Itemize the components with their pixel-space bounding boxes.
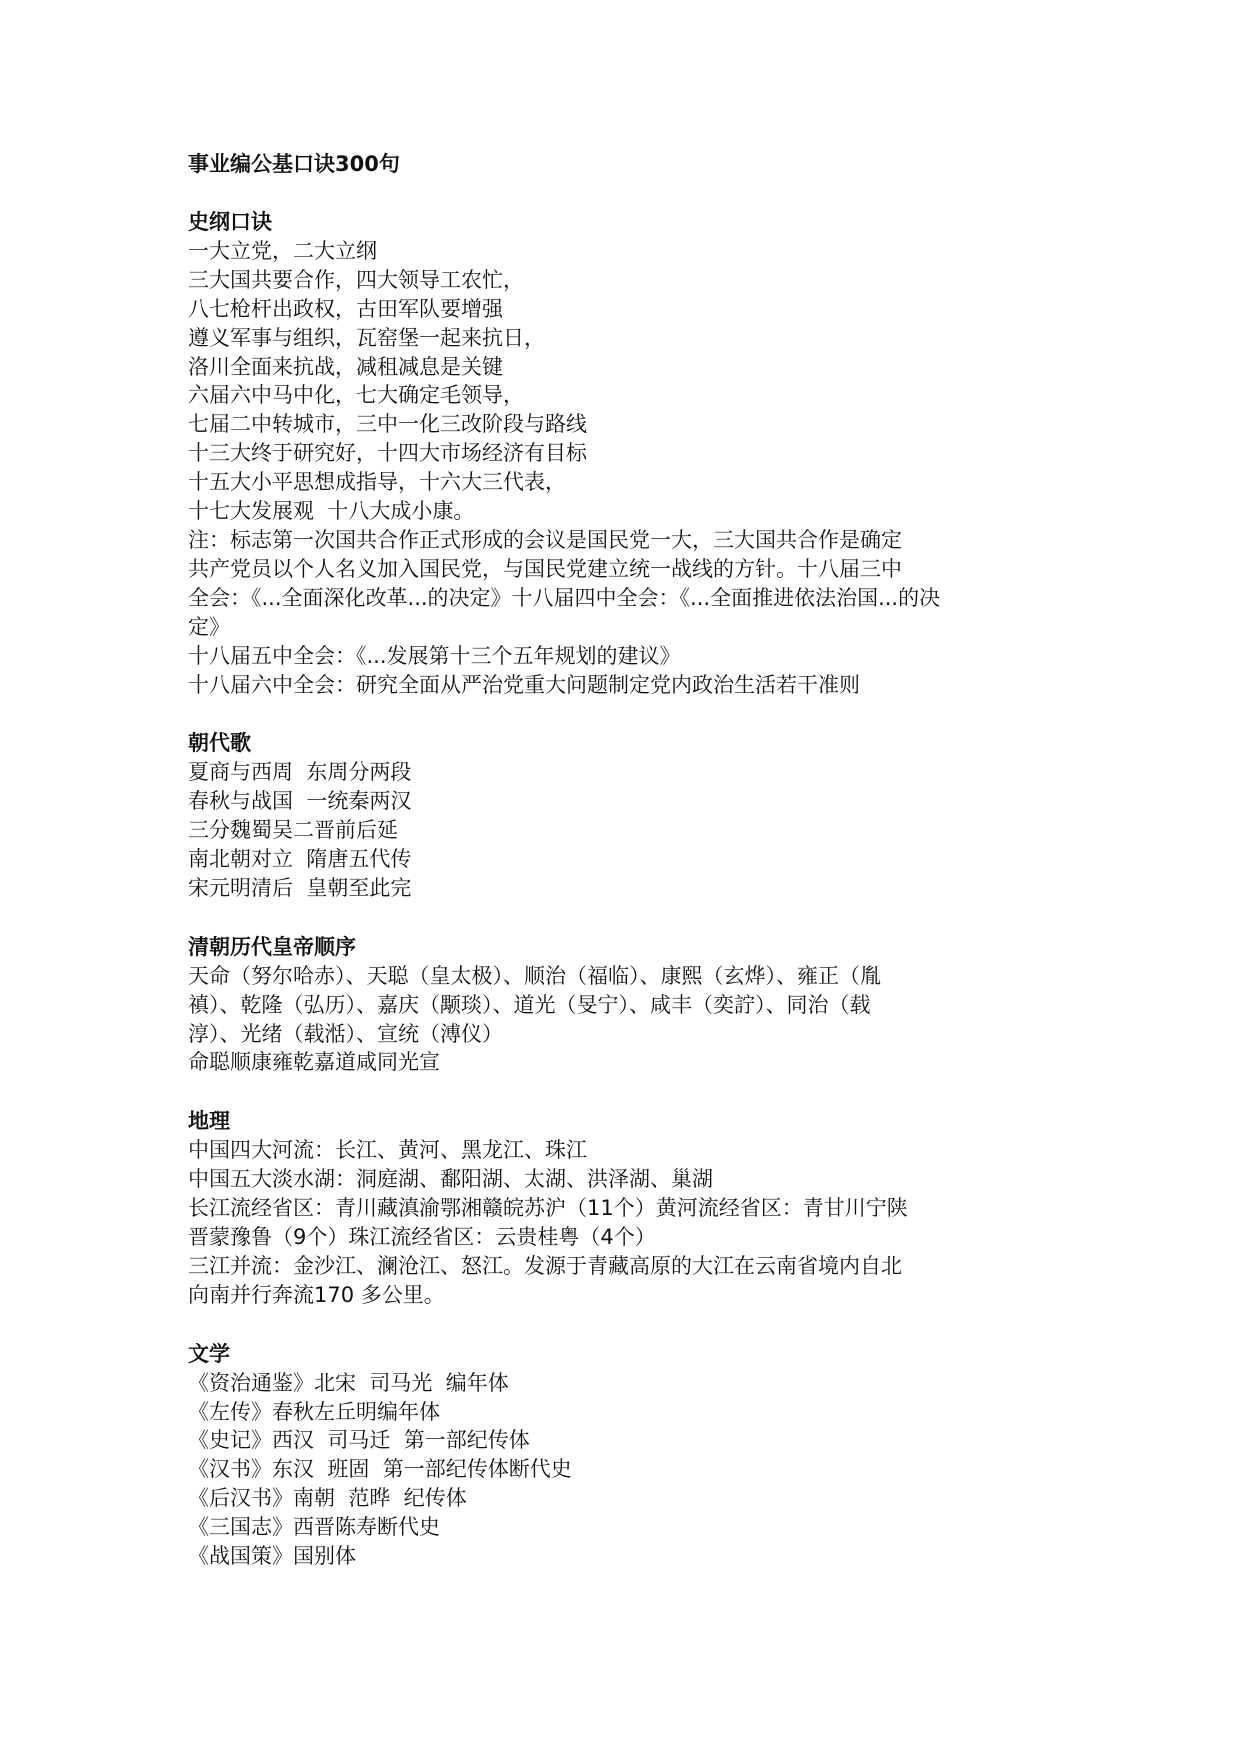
section: [188, 208, 1048, 699]
text-line: 中国五大淡水湖：洞庭湖、鄱阳湖、太湖、洪泽湖、巢湖: [188, 1167, 713, 1192]
text-line: 《左传》春秋左丘明编年体: [188, 1399, 440, 1424]
text-line: 命聪顺康雍乾嘉道咸同光宣: [188, 1050, 440, 1075]
text-line: 淳）、光绪（载湉）、宣统（溥仪）: [188, 1021, 503, 1046]
text-line: 《后汉书》南朝 范晔 纪传体: [188, 1486, 467, 1511]
text-line: 《史记》西汉 司马迁 第一部纪传体: [188, 1428, 530, 1453]
text-line: 天命（努尔哈赤）、天聪（皇太极）、顺治（福临）、康熙（玄烨）、雍正（胤: [188, 963, 881, 988]
text-line: 一大立党，二大立纲: [188, 238, 377, 263]
text-line: 《汉书》东汉 班固 第一部纪传体断代史: [188, 1457, 572, 1482]
document-page: [188, 150, 1048, 1601]
section: [188, 729, 1048, 902]
text-line: 定》: [188, 614, 230, 639]
text-line: 《战国策》国别体: [188, 1544, 356, 1569]
text-line: 禛）、乾隆（弘历）、嘉庆（颙琰）、道光（旻宁）、咸丰（奕詝）、同治（载: [188, 992, 871, 1017]
text-line: 六届六中马中化，七大确定毛领导，: [188, 383, 524, 408]
text-line: 全会：《...全面深化改革...的决定》十八届四中全会：《...全面推进依法治国...的决: [188, 585, 941, 610]
document-title: 事业编公基口诀300句: [188, 152, 400, 176]
text-line: 中国四大河流：长江、黄河、黑龙江、珠江: [188, 1138, 587, 1163]
text-line: 宋元明清后 皇朝至此完: [188, 875, 412, 900]
section: [188, 1340, 1048, 1571]
section-heading: 史纲口诀: [188, 210, 272, 234]
text-line: 夏商与西周 东周分两段: [188, 760, 412, 785]
text-line: 《资治通鉴》北宋 司马光 编年体: [188, 1370, 509, 1395]
text-line: 注：标志第一次国共合作正式形成的会议是国民党一大，三大国共合作是确定: [188, 527, 902, 552]
text-line: 三分魏蜀吴二晋前后延: [188, 818, 398, 843]
text-line: 十八届五中全会：《...发展第十三个五年规划的建议》: [188, 643, 681, 668]
text-line: 南北朝对立 隋唐五代传: [188, 847, 412, 872]
section-heading: 文学: [188, 1341, 230, 1366]
text-line: 遵义军事与组织，瓦窑堡一起来抗日，: [188, 325, 545, 350]
text-line: 春秋与战国 一统秦两汉: [188, 789, 412, 814]
section: [188, 933, 1048, 1078]
text-line: 共产党员以个人名义加入国民党，与国民党建立统一战线的方针。十八届三中: [188, 556, 902, 581]
text-line: 十五大小平思想成指导，十六大三代表，: [188, 470, 566, 495]
text-line: 十七大发展观 十八大成小康。: [188, 499, 475, 524]
text-line: 晋蒙豫鲁（9个）珠江流经省区：云贵桂粤（4个）: [188, 1225, 656, 1249]
text-line: 三大国共要合作，四大领导工农忙，: [188, 267, 524, 292]
text-line: 三江并流：金沙江、澜沧江、怒江。发源于青藏高原的大江在云南省境内自北: [188, 1253, 902, 1278]
document-body: [188, 208, 1048, 1571]
text-line: 洛川全面来抗战，减租减息是关键: [188, 354, 503, 379]
section-heading: 朝代歌: [188, 731, 251, 756]
section: [188, 1107, 1048, 1309]
text-line: 《三国志》西晋陈寿断代史: [188, 1515, 440, 1540]
text-line: 向南并行奔流170 多公里。: [188, 1282, 445, 1307]
text-line: 十八届六中全会：研究全面从严治党重大问题制定党内政治生活若干准则: [188, 672, 860, 697]
text-line: 八七枪杆出政权，古田军队要增强: [188, 296, 503, 321]
text-line: 七届二中转城市，三中一化三改阶段与路线: [188, 412, 587, 437]
text-line: 长江流经省区：青川藏滇渝鄂湘赣皖苏沪（11个）黄河流经省区：青甘川宁陕: [188, 1196, 908, 1221]
section-heading: 清朝历代皇帝顺序: [188, 934, 356, 959]
section-heading: 地理: [188, 1109, 230, 1134]
text-line: 十三大终于研究好，十四大市场经济有目标: [188, 441, 587, 466]
